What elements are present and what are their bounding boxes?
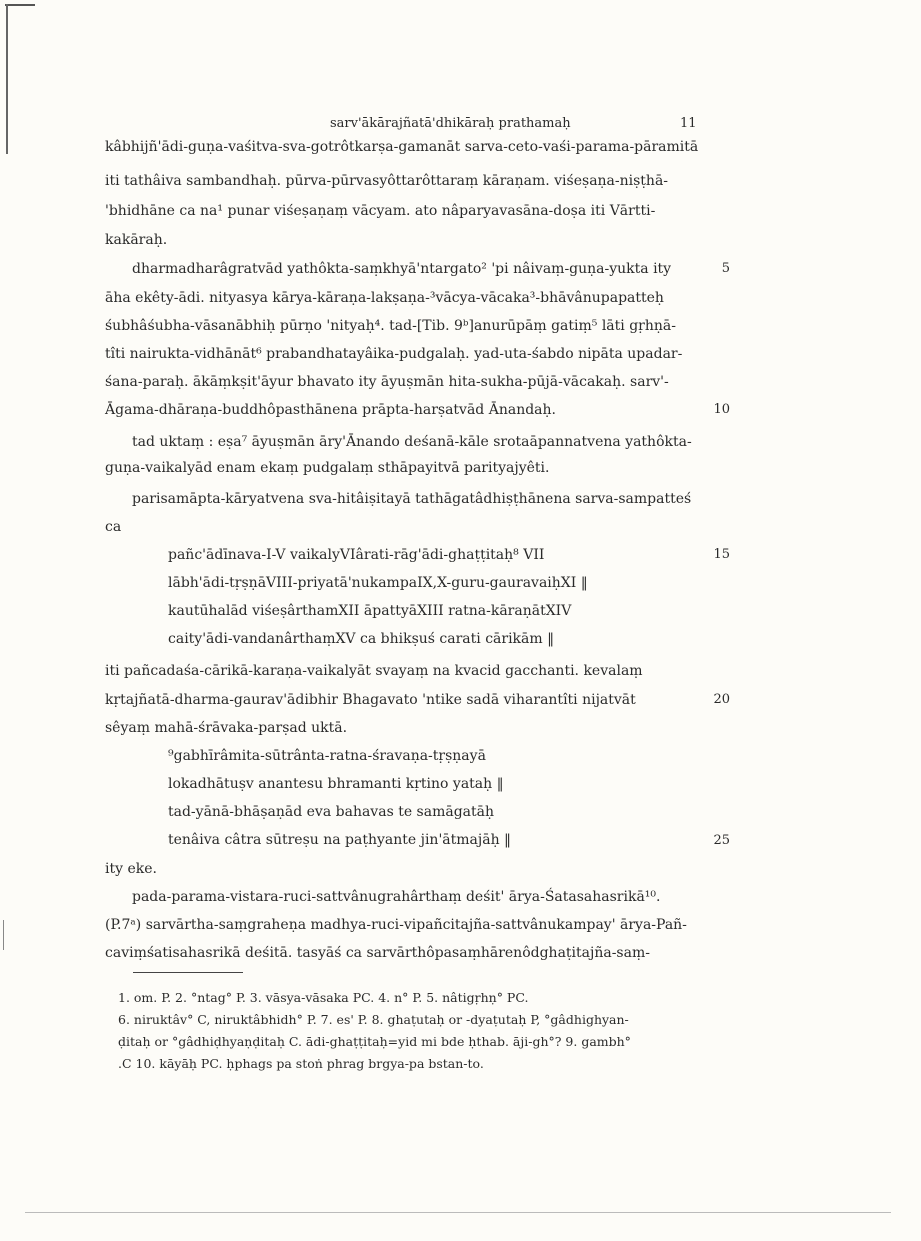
verse-line: tad-yānā-bhāṣaṇād eva bahavas te samāgatāḥ bbox=[168, 804, 495, 820]
text-line: parisamāpta-kāryatvena sva-hitâiṣitayā tathāgatâdhiṣṭhānena sarva-sampatteś bbox=[132, 491, 692, 507]
text-line: dharmadharâgratvād yathôkta-saṃkhyā'ntargato² 'pi nâivaṃ-guṇa-yukta ity bbox=[132, 261, 672, 277]
text-line: iti pañcadaśa-cārikā-karaṇa-vaikalyāt svayaṃ na kvacid gacchanti. kevalaṃ bbox=[105, 663, 643, 679]
text-line: tad uktaṃ : eṣa⁷ āyuṣmān āry'Ānando deśanā-kāle srotaāpannatvena yathôkta- bbox=[132, 434, 692, 450]
text-line: caviṃśatisahasrikā deśitā. tasyāś ca sarvārthôpasaṃhārenôdghaṭitajña-saṃ- bbox=[105, 945, 650, 961]
text-line: 'bhidhāne ca na¹ punar viśeṣaṇaṃ vācyam. ato nâparyavasāna-doṣa iti Vārtti- bbox=[105, 203, 656, 219]
verse-line: lokadhātuṣv anantesu bhramanti kṛtino yataḥ ‖ bbox=[168, 776, 504, 792]
footnote-divider bbox=[133, 972, 243, 973]
text-line: ity eke. bbox=[105, 861, 157, 877]
verse-line: ⁹gabhīrâmita-sūtrânta-ratna-śravaṇa-tṛṣṇayā bbox=[168, 748, 486, 764]
verse-line: tenâiva câtra sūtreṣu na paṭhyante jin'ātmajāḥ ‖ bbox=[168, 832, 512, 848]
text-line: kṛtajñatā-dharma-gaurav'ādibhir Bhagavato 'ntike sadā viharantîti nijatvāt bbox=[105, 692, 636, 708]
text-line: kakāraḥ. bbox=[105, 232, 168, 248]
verse-line: caity'ādi-vandanârthaṃXV ca bhikṣuś carati cārikām ‖ bbox=[168, 631, 555, 647]
scan-edge bbox=[25, 1212, 891, 1213]
scan-mark bbox=[5, 4, 35, 6]
line-number: 15 bbox=[713, 547, 730, 562]
verse-line: lābh'ādi-tṛṣṇāVIII-priyatā'nukampaIX,X-guru-gauravaiḥXI ‖ bbox=[168, 575, 588, 591]
scan-mark bbox=[6, 4, 8, 154]
footnote-line: ḍitaḥ or °gâdhiḍhyaṇḍitaḥ C. ādi-ghaṭṭitaḥ=yid mi bde ḥthab. āji-gh°? 9. gambh° bbox=[118, 1034, 631, 1049]
text-line: āha ekêty-ādi. nityasya kārya-kāraṇa-lakṣaṇa-³vācya-vācaka³-bhāvânupapatteḥ bbox=[105, 290, 664, 306]
line-number: 5 bbox=[721, 261, 730, 276]
text-line: (P.7ᵃ) sarvārtha-saṃgraheṇa madhya-ruci-vipañcitajña-sattvânukampay' ārya-Pañ- bbox=[105, 917, 687, 933]
text-line: tîti nairukta-vidhānāt⁶ prabandhatayâika-pudgalaḥ. yad-uta-śabdo nipāta upadar- bbox=[105, 346, 683, 362]
line-number: 20 bbox=[713, 692, 730, 707]
text-line: śana-paraḥ. ākāṃkṣit'āyur bhavato ity āyuṣmān hita-sukha-pūjā-vācakaḥ. sarv'- bbox=[105, 374, 669, 390]
page-number: 11 bbox=[680, 116, 697, 131]
text-line: śubhâśubha-vāsanābhiḥ pūrṇo 'nityaḥ⁴. tad-[Tib. 9ᵇ]anurūpāṃ gatiṃ⁵ lāti gṛhṇā- bbox=[105, 318, 676, 334]
scan-mark bbox=[3, 920, 4, 950]
text-line: guṇa-vaikalyād enam ekaṃ pudgalaṃ sthāpayitvā parityajyêti. bbox=[105, 460, 550, 476]
line-number: 10 bbox=[713, 402, 730, 417]
text-line: pada-parama-vistara-ruci-sattvânugrahârthaṃ deśit' ārya-Śatasahasrikā¹⁰. bbox=[132, 889, 661, 905]
text-line: sêyaṃ mahā-śrāvaka-parṣad uktā. bbox=[105, 720, 348, 736]
running-title: sarv'ākārajñatā'dhikāraḥ prathamaḥ bbox=[330, 116, 571, 131]
line-number: 25 bbox=[713, 833, 730, 848]
verse-line: pañc'ādīnava-I-V vaikalyVIârati-rāg'ādi-ghaṭṭitaḥ⁸ VII bbox=[168, 547, 545, 563]
verse-line: kautūhalād viśeṣârthamXII āpattyāXIII ratna-kāraṇātXIV bbox=[168, 603, 572, 619]
text-line: Āgama-dhāraṇa-buddhôpasthānena prāpta-harṣatvād Ānandaḥ. bbox=[105, 402, 556, 418]
text-line: iti tathâiva sambandhaḥ. pūrva-pūrvasyôttarôttaraṃ kāraṇam. viśeṣaṇa-niṣṭhā- bbox=[105, 173, 669, 189]
footnote-line: 6. niruktâv° C, niruktâbhidh° P. 7. es' P. 8. ghaṭutaḥ or -dyaṭutaḥ P, °gâdhighyan- bbox=[118, 1012, 629, 1027]
footnote-line: .C 10. kāyāḥ PC. ḥphags pa stoṅ phrag brgya-pa bstan-to. bbox=[118, 1056, 484, 1071]
footnote-line: 1. om. P. 2. °ntag° P. 3. vāsya-vāsaka PC. 4. n° P. 5. nâtigṛhṇ° PC. bbox=[118, 990, 529, 1005]
text-line: kâbhijñ'ādi-guṇa-vaśitva-sva-gotrôtkarṣa-gamanāt sarva-ceto-vaśi-parama-pāramitā bbox=[105, 139, 699, 155]
text-line: ca bbox=[105, 519, 122, 535]
